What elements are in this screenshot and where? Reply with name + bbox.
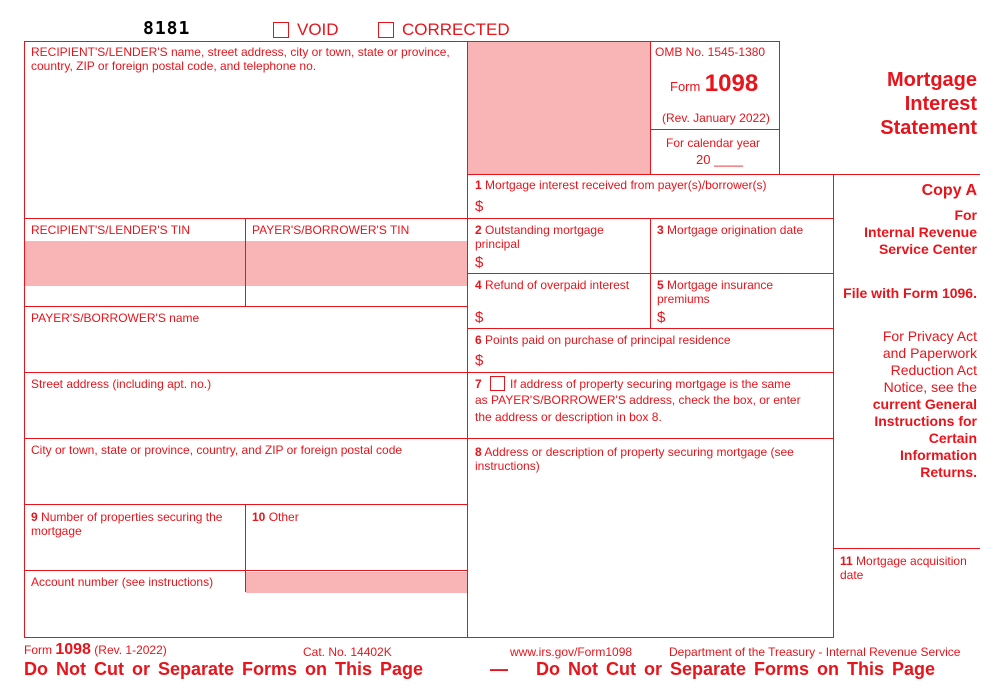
box8-label: [475, 445, 825, 473]
title-line-2: Interest: [904, 93, 977, 115]
copy-for: For: [954, 207, 977, 223]
copy-a-block: [840, 207, 977, 258]
box2-dollar[interactable]: $: [475, 254, 484, 271]
rule: [650, 129, 780, 130]
box9-text: Number of properties securing the mortgage: [31, 510, 223, 538]
rule: [467, 273, 834, 274]
form-number: 1098: [704, 70, 759, 97]
catalog-number: Cat. No. 14402K: [303, 645, 392, 659]
privacy-line-5: current General: [872, 396, 977, 412]
payer-name-label: PAYER'S/BORROWER'S name: [31, 311, 200, 325]
copy-a-title: Copy A: [921, 182, 977, 199]
rule: [833, 548, 980, 549]
rule: [650, 41, 651, 174]
rule: [24, 372, 467, 373]
box5-number: 5: [657, 278, 664, 292]
box4-number: 4: [475, 278, 482, 292]
privacy-line-1: For Privacy Act: [882, 328, 977, 344]
form-word: Form: [670, 79, 701, 94]
footer-form-number: 1098: [55, 641, 91, 658]
footer-rev: (Rev. 1-2022): [94, 643, 167, 657]
box9-label: [31, 510, 241, 538]
box2-number: 2: [475, 223, 482, 237]
box6-dollar[interactable]: $: [475, 352, 484, 369]
payer-tin-label: PAYER'S/BORROWER'S TIN: [252, 223, 410, 237]
box3-number: 3: [657, 223, 664, 237]
rule: [24, 41, 25, 637]
rule: [24, 41, 651, 42]
title-line-1: Mortgage: [887, 69, 977, 91]
corrected-checkbox[interactable]: [378, 22, 394, 38]
box7-text-2: as PAYER'S/BORROWER'S address, check the box, or enter: [475, 393, 801, 407]
form-id-code: 8181: [143, 18, 191, 39]
rule: [467, 41, 468, 637]
rule: [467, 174, 980, 175]
street-address-label: Street address (including apt. no.): [31, 377, 212, 391]
box7-text-3: the address or description in box 8.: [475, 410, 662, 424]
box1-text: Mortgage interest received from payer(s)/borrower(s): [485, 178, 767, 192]
box7-checkbox[interactable]: [490, 376, 505, 391]
department-label: Department of the Treasury - Internal Revenue Service: [669, 645, 961, 659]
box3-text: Mortgage origination date: [667, 223, 804, 237]
box11-number: 11: [840, 554, 853, 568]
calendar-year-field[interactable]: 20 ____: [696, 152, 743, 167]
form-number-block: [670, 70, 758, 98]
recipient-block-label: RECIPIENT'S/LENDER'S name, street address, city or town, state or province, country, ZIP or foreign postal code, and telephone no.: [31, 45, 450, 73]
box6-label: [475, 333, 731, 347]
corrected-label: CORRECTED: [402, 20, 510, 39]
rule: [467, 328, 834, 329]
void-label: VOID: [297, 20, 339, 39]
form-title: [820, 68, 977, 140]
calendar-year-label: For calendar year: [666, 136, 761, 150]
privacy-line-9: Returns.: [920, 464, 977, 480]
box5-dollar[interactable]: $: [657, 309, 666, 326]
box7-text-1: If address of property securing mortgage is the same: [510, 377, 791, 391]
rule: [779, 41, 780, 174]
box4-label: [475, 278, 635, 292]
privacy-line-3: Reduction Act: [890, 362, 977, 378]
rule: [245, 504, 246, 592]
box1-dollar[interactable]: $: [475, 198, 484, 215]
city-label: City or town, state or province, country, and ZIP or foreign postal code: [31, 443, 403, 457]
rule: [24, 637, 834, 638]
irs-url[interactable]: www.irs.gov/Form1098: [510, 645, 633, 659]
payer-tin-shade: [246, 241, 467, 286]
box11-label: [840, 554, 970, 582]
box10-number: 10: [252, 510, 266, 524]
rule: [24, 570, 467, 571]
footer-form-word: Form: [24, 643, 52, 657]
no-cut-dash: —: [490, 659, 508, 679]
box1-number: 1: [475, 178, 482, 192]
box8-number: 8: [475, 445, 482, 459]
account-shade: [246, 572, 467, 593]
void-checkbox[interactable]: [273, 22, 289, 38]
box8-text: Address or description of property securing mortgage (see instructions): [475, 445, 794, 473]
rule: [467, 438, 834, 439]
rule: [650, 41, 780, 42]
box2-label: [475, 223, 645, 251]
omb-number: OMB No. 1545-1380: [655, 45, 766, 59]
box10-text: Other: [268, 510, 299, 524]
rule: [24, 438, 467, 439]
no-cut-notice-right: Do Not Cut or Separate Forms on This Page: [536, 659, 936, 679]
box10-label: [252, 510, 299, 524]
box2-text: Outstanding mortgage principal: [475, 223, 604, 251]
no-cut-notice-left: Do Not Cut or Separate Forms on This Page: [24, 659, 424, 679]
box5-text: Mortgage insurance premiums: [657, 278, 774, 306]
rev-date: (Rev. January 2022): [662, 111, 770, 125]
rule: [833, 174, 834, 637]
box7-number: 7: [475, 377, 482, 391]
recipient-tin-label: RECIPIENT'S/LENDER'S TIN: [31, 223, 191, 237]
box4-dollar[interactable]: $: [475, 309, 484, 326]
copy-irs-1: Internal Revenue: [864, 224, 977, 240]
privacy-line-8: Information: [900, 447, 977, 463]
footer-form-id: [24, 641, 167, 659]
privacy-line-7: Certain: [928, 430, 977, 446]
box6-text: Points paid on purchase of principal residence: [485, 333, 731, 347]
rule: [24, 306, 467, 307]
privacy-line-6: Instructions for: [874, 413, 977, 429]
file-with-1096: File with Form 1096.: [843, 285, 977, 301]
rule: [245, 218, 246, 306]
privacy-line-2: and Paperwork: [882, 345, 977, 361]
box6-number: 6: [475, 333, 482, 347]
box4-text: Refund of overpaid interest: [485, 278, 630, 292]
rule: [467, 372, 834, 373]
box1-label: [475, 178, 766, 192]
privacy-line-4: Notice, see the: [883, 379, 977, 395]
box9-number: 9: [31, 510, 38, 524]
recipient-tin-shade: [24, 241, 245, 286]
box3-label: [657, 223, 803, 237]
shaded-area-top: [468, 42, 650, 174]
privacy-notice: [840, 328, 977, 481]
title-line-3: Statement: [880, 117, 977, 139]
account-number-label: Account number (see instructions): [31, 575, 214, 589]
box5-label: [657, 278, 827, 306]
box11-text: Mortgage acquisition date: [840, 554, 967, 582]
copy-irs-2: Service Center: [878, 241, 977, 257]
